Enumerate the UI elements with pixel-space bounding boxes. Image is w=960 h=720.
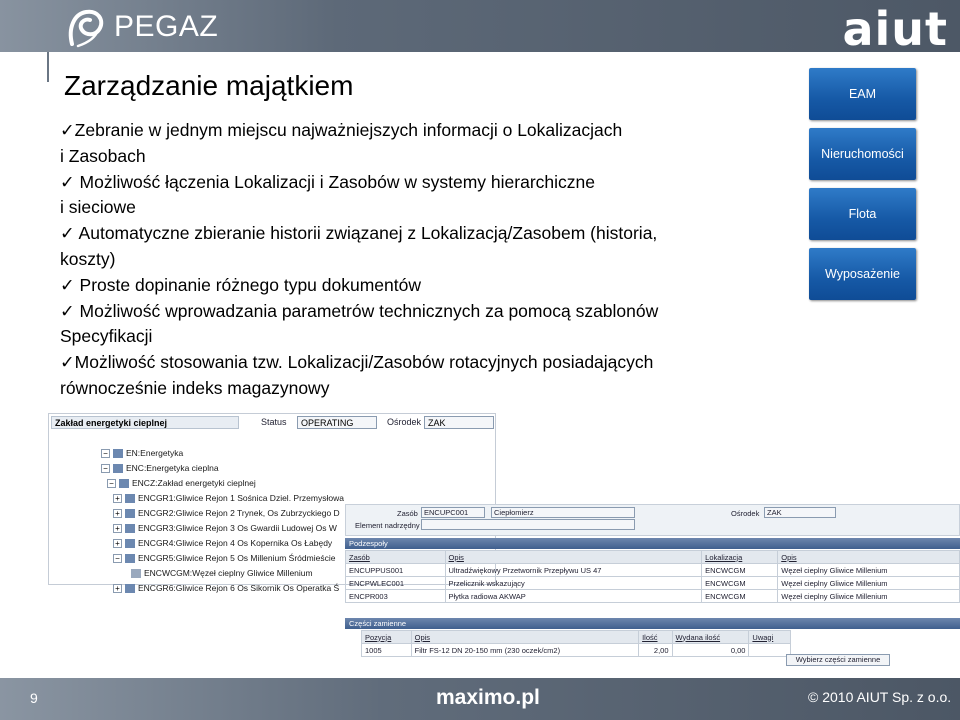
select-spare-parts-label: Wybierz części zamienne	[795, 655, 881, 664]
cell: ENCWCGM	[702, 590, 778, 603]
company-logo: aiut	[842, 2, 948, 56]
folder-icon	[125, 494, 135, 503]
spare-parts-title: Części zamienne	[349, 619, 407, 628]
cell: Węzeł cieplny Gliwice Millenium	[778, 590, 960, 603]
record-title: Zakład energetyki cieplnej	[55, 418, 168, 428]
select-spare-parts-button[interactable]	[786, 654, 890, 666]
cell: ENCUPPUS001	[346, 564, 446, 577]
copyright: © 2010 AIUT Sp. z o.o.	[808, 689, 952, 705]
tree-node-label: ENCGR5:Gliwice Rejon 5 Os Millenium Śródmieście	[138, 553, 336, 563]
site-value: ZAK	[428, 418, 446, 428]
bullet-line: równocześnie indeks magazynowy	[60, 377, 330, 398]
tree-node-label: ENCWCGM:Węzeł cieplny Gliwice Millenium	[144, 568, 313, 578]
column-header[interactable]: Opis	[445, 551, 702, 564]
parent-field[interactable]	[421, 519, 635, 530]
site-label: Ośrodek	[387, 417, 422, 427]
table-header-row	[362, 631, 791, 644]
bullet-line: i Zasobach	[60, 145, 146, 166]
nav-nieruchomosci-button[interactable]: Nieruchomości	[809, 128, 916, 180]
column-header[interactable]: Wydana ilość	[672, 631, 749, 644]
collapse-icon[interactable]: −	[113, 554, 122, 563]
table-row[interactable]	[346, 577, 960, 590]
tree-node[interactable]	[49, 476, 497, 491]
bullet-line: ✓ Proste dopinanie różnego typu dokumentów	[60, 274, 421, 295]
asset-field[interactable]	[421, 507, 485, 518]
tree-node[interactable]	[49, 446, 497, 461]
expand-icon[interactable]: +	[113, 494, 122, 503]
bullet-line: Specyfikacji	[60, 326, 153, 347]
cell: Filtr FS-12 DN 20-150 mm (230 oczek/cm2)	[411, 644, 638, 657]
site-field[interactable]	[424, 416, 494, 429]
cell: Płytka radiowa AKWAP	[445, 590, 702, 603]
cell: Ultradźwiękowy Przetwornik Przepływu US 47	[445, 564, 702, 577]
cell: ENCPWLEC001	[346, 577, 446, 590]
collapse-icon[interactable]: −	[101, 464, 110, 473]
cell: 0,00	[672, 644, 749, 657]
expand-icon[interactable]: +	[113, 539, 122, 548]
collapse-icon[interactable]: −	[107, 479, 116, 488]
spare-parts-table	[361, 630, 791, 657]
top-bar	[0, 0, 960, 56]
node-icon	[131, 569, 141, 578]
asset-description: Ciepłomierz	[494, 508, 534, 517]
form-site-value: ZAK	[767, 508, 782, 517]
column-header[interactable]: Lokalizacja	[702, 551, 778, 564]
cell: Przelicznik wskazujący	[445, 577, 702, 590]
form-site-field[interactable]	[764, 507, 836, 518]
tree-node-label: ENCGR1:Gliwice Rejon 1 Sośnica Dziel. Przemysłowa	[138, 493, 344, 503]
subassemblies-title: Podzespoły	[349, 539, 388, 548]
cell: ENCWCGM	[702, 564, 778, 577]
folder-icon	[125, 584, 135, 593]
tree-node-label: ENCZ:Zakład energetyki cieplnej	[132, 478, 256, 488]
tree-node-label: ENCGR4:Gliwice Rejon 4 Os Kopernika Os Łabędy	[138, 538, 333, 548]
spare-parts-bar	[345, 618, 960, 629]
column-header[interactable]: Opis	[778, 551, 960, 564]
subassemblies-bar	[345, 538, 960, 549]
folder-icon	[125, 539, 135, 548]
collapse-icon[interactable]: −	[101, 449, 110, 458]
table-header-row	[346, 551, 960, 564]
divider	[47, 52, 49, 82]
cell: Węzeł cieplny Gliwice Millenium	[778, 577, 960, 590]
tree-node-label: ENC:Energetyka cieplna	[126, 463, 219, 473]
product-name: maximo.pl	[436, 686, 540, 709]
cell: 2,00	[639, 644, 672, 657]
parent-label: Element nadrzędny	[355, 521, 420, 530]
folder-icon	[125, 554, 135, 563]
asset-value: ENCUPC001	[424, 508, 469, 517]
subassemblies-table	[345, 550, 960, 603]
bullet-line: ✓Zebranie w jednym miejscu najważniejszych informacji o Lokalizacjach	[60, 120, 623, 140]
bullet-line: i sieciowe	[60, 197, 136, 218]
cell: ENCWCGM	[702, 577, 778, 590]
nav-wyposazenie-button[interactable]: Wyposażenie	[809, 248, 916, 300]
tree-node-label: ENCGR6:Gliwice Rejon 6 Os Sikornik Os Operatka Ś	[138, 583, 340, 593]
status-field[interactable]	[297, 416, 377, 429]
column-header[interactable]: Pozycja	[362, 631, 412, 644]
cell: 1005	[362, 644, 412, 657]
tree-node-label: EN:Energetyka	[126, 448, 184, 458]
tree-node-label: ENCGR2:Gliwice Rejon 2 Trynek, Os Zubrzyckiego D	[138, 508, 340, 518]
folder-icon	[125, 509, 135, 518]
form-site-label: Ośrodek	[731, 509, 760, 518]
column-header[interactable]: Ilość	[639, 631, 672, 644]
bullet-line: ✓Możliwość stosowania tzw. Lokalizacji/Zasobów rotacyjnych posiadających	[60, 352, 654, 373]
brand-name: PEGAZ	[114, 10, 219, 43]
asset-label: Zasób	[397, 509, 418, 518]
folder-icon	[113, 449, 123, 458]
footer-bar	[0, 678, 960, 720]
status-label: Status	[261, 417, 287, 427]
page-title: Zarządzanie majątkiem	[64, 70, 354, 101]
table-row[interactable]	[346, 590, 960, 603]
expand-icon[interactable]: +	[113, 509, 122, 518]
pegaz-logo-icon	[60, 6, 110, 50]
asset-form-panel	[345, 500, 960, 678]
page-number: 9	[30, 690, 38, 706]
column-header[interactable]: Zasób	[346, 551, 446, 564]
bullet-line: ✓ Możliwość łączenia Lokalizacji i Zasobów w systemy hierarchiczne	[60, 171, 595, 192]
table-row[interactable]	[346, 564, 960, 577]
nav-flota-button[interactable]: Flota	[809, 188, 916, 240]
table-row[interactable]	[362, 644, 791, 657]
cell: Węzeł cieplny Gliwice Millenium	[778, 564, 960, 577]
expand-icon[interactable]: +	[113, 524, 122, 533]
status-value: OPERATING	[301, 418, 354, 428]
folder-icon	[125, 524, 135, 533]
nav-eam-button[interactable]: EAM	[809, 68, 916, 120]
asset-description-field[interactable]	[491, 507, 635, 518]
record-title-field[interactable]	[51, 416, 239, 429]
tree-node-label: ENCGR3:Gliwice Rejon 3 Os Gwardii Ludowej Os W	[138, 523, 337, 533]
expand-icon[interactable]: +	[113, 584, 122, 593]
cell	[749, 644, 791, 657]
tree-node[interactable]	[49, 461, 497, 476]
column-header[interactable]: Opis	[411, 631, 638, 644]
bullet-list	[60, 118, 800, 402]
bullet-line: koszty)	[60, 248, 116, 269]
cell: ENCPR003	[346, 590, 446, 603]
bullet-line: ✓ Możliwość wprowadzania parametrów technicznych za pomocą szablonów	[60, 300, 659, 321]
folder-icon	[113, 464, 123, 473]
folder-icon	[119, 479, 129, 488]
column-header[interactable]: Uwagi	[749, 631, 791, 644]
bullet-line: ✓ Automatyczne zbieranie historii związanej z Lokalizacją/Zasobem (historia,	[60, 223, 658, 244]
